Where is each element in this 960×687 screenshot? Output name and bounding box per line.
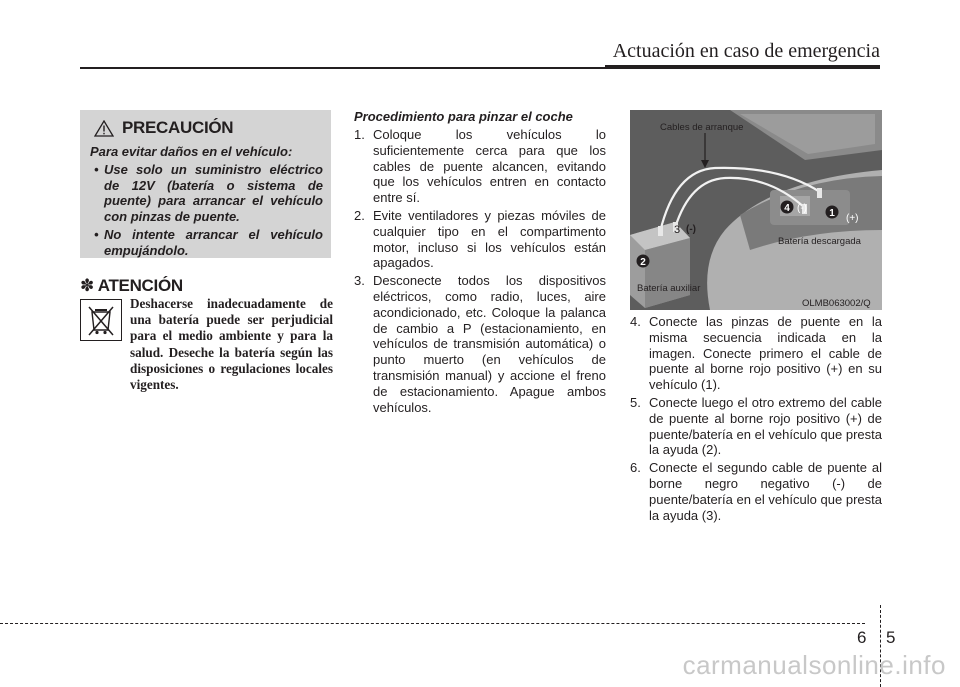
minus-label: (-) <box>797 203 807 214</box>
procedure-step: 6. Conecte el segundo cable de puente al borne negro negativo (-) de puente/batería en el vehículo que presta la ayuda (3). <box>630 460 882 523</box>
svg-text:4: 4 <box>784 203 790 214</box>
header-rule-accent <box>605 65 880 69</box>
svg-text:1: 1 <box>829 208 835 219</box>
caution-list <box>90 162 323 258</box>
caution-title: PRECAUCIÓN <box>122 118 234 137</box>
watermark: carmanualsonline.info <box>682 650 946 680</box>
caution-subtitle: Para evitar daños en el vehículo: <box>90 144 293 159</box>
procedure-steps <box>354 127 606 417</box>
aux-battery-label: Batería auxiliar <box>637 283 701 294</box>
attention-title: ✽ ATENCIÓN <box>80 276 183 295</box>
figure-code: OLMB063002/Q <box>802 298 871 309</box>
footer-rule <box>0 623 865 624</box>
caution-heading <box>94 118 323 138</box>
svg-text:2: 2 <box>640 257 646 268</box>
procedure-step: 2. Evite ventiladores y piezas móviles de cualquier tipo en el compartimento motor, incluso si los vehículos están apagados. <box>354 207 606 271</box>
procedure-title: Procedimiento para pinzar el coche <box>354 109 573 124</box>
marker-3: 3 <box>674 224 681 236</box>
caution-item: • No intente arrancar el vehículo empujándolo. <box>94 227 323 258</box>
procedure-step: 3. Desconecte todos los dispositivos eléctricos, como radio, luces, aire acondicionado, etc. Coloque la palanca de cambio a P (estacionamiento, en vehículos de transmisión automática) o punto muerto (en vehículos de transmisión manual) y accione el freno de estacionamiento. Apague ambos vehículos. <box>354 273 606 415</box>
jump-start-illustration <box>630 110 882 310</box>
plus-label: (+) <box>846 213 859 224</box>
chapter-number: 6 <box>857 628 867 647</box>
caution-item: • Use solo un suministro eléctrico de 12V (batería o sistema de puente) para arrancar el vehículo con pinzas de puente. <box>94 162 323 224</box>
section-title: Actuación en caso de emergencia <box>612 40 880 62</box>
dead-battery-label: Batería descargada <box>778 236 861 247</box>
warning-triangle-icon <box>94 120 114 137</box>
cables-label: Cables de arranque <box>660 122 744 133</box>
procedure-steps-continued <box>630 314 882 525</box>
procedure-step: 4. Conecte las pinzas de puente en la misma secuencia indicada en la imagen. Conecte primero el cable de puente al borne rojo positivo (+) en su vehículo (1). <box>630 314 882 393</box>
procedure-step: 1. Coloque los vehículos lo suficientemente cerca para que los cables de puente alcancen, evitando que los vehículos entren en contacto entre sí. <box>354 127 606 206</box>
crossed-bin-icon <box>80 299 122 341</box>
minus-label: (-) <box>686 224 696 235</box>
page-number: 5 <box>886 628 896 647</box>
attention-text: Deshacerse inadecuadamente de una batería puede ser perjudicial para el medio ambiente y para la salud. Deseche la batería según las disposiciones o regulaciones locales vigentes. <box>130 296 333 393</box>
caution-box <box>80 110 331 258</box>
procedure-step: 5. Conecte luego el otro extremo del cable de puente al borne rojo positivo (+) de puente/batería en el vehículo que presta la ayuda (2). <box>630 394 882 458</box>
